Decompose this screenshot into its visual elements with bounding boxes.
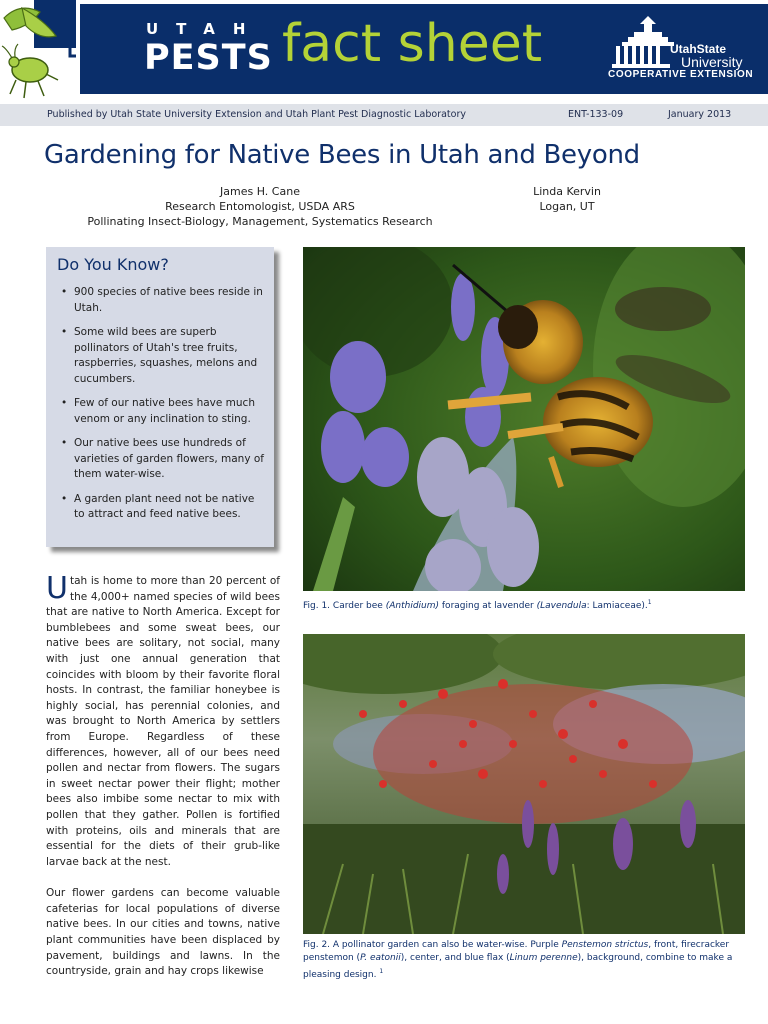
publication-date: January 2013 — [668, 109, 732, 120]
author-location: Logan, UT — [539, 200, 595, 213]
figure2-caption — [303, 939, 749, 982]
drop-cap: U — [46, 571, 68, 606]
caption-text: Fig. 1. Carder bee — [303, 601, 386, 611]
brand-utah: UTAH — [146, 20, 264, 38]
author-block-secondary — [502, 184, 632, 214]
caption-footnote-marker: 1 — [379, 968, 384, 975]
usu-extension: COOPERATIVE EXTENSION — [608, 69, 754, 80]
caption-plant: (Lavendula — [536, 601, 587, 611]
list-item: • Some wild bees are superb pollinators of Utah's tree fruits, raspberries, squashes, melons and cucumbers. — [60, 325, 264, 387]
list-item: • A garden plant need not be native to attract and feed native bees. — [60, 492, 264, 523]
caption-text: foraging at lavender — [439, 601, 537, 611]
usu-name-line2: University — [681, 54, 743, 70]
list-item: • 900 species of native bees reside in Utah. — [60, 285, 264, 316]
do-you-know-box — [46, 247, 274, 547]
caption-text: Fig. 2. A pollinator garden can also be water-wise. Purple — [303, 940, 562, 950]
brand-pests: PESTS — [144, 38, 273, 78]
body-paragraph: Our flower gardens can become valuable cafeterias for local populations of diverse native bees. In our cities and towns, native plant communities have been displaced by pavement, buildings and lawns. In the countryside, grain and hay crops likewise — [46, 887, 280, 978]
caption-genus: (Anthidium) — [385, 601, 440, 611]
caption-text: , front, firecracker penstemon ( — [303, 940, 730, 963]
figure-bee-lavender-image — [303, 247, 745, 591]
bug-logo-icon — [0, 0, 80, 100]
page-title: Gardening for Native Bees in Utah and Beyond — [44, 140, 640, 170]
author-role: Research Entomologist, USDA ARS — [165, 200, 355, 213]
document-code: ENT-133-09 — [568, 109, 624, 120]
body-paragraph — [46, 571, 280, 870]
header-banner — [0, 0, 768, 100]
publisher-strip — [0, 104, 768, 126]
caption-text: : Lamiaceae). — [586, 601, 648, 611]
author-department: Pollinating Insect-Biology, Management, Systematics Research — [87, 215, 433, 228]
usu-name-line1: UtahState — [670, 42, 727, 56]
author-block-primary — [46, 184, 474, 229]
publisher-text: Published by Utah State University Extension and Utah Plant Pest Diagnostic Laboratory — [47, 109, 466, 120]
caption-text: ), center, and blue flax ( — [400, 953, 510, 963]
brand-fact-sheet: fact sheet — [282, 14, 543, 74]
author-name: James H. Cane — [220, 185, 300, 198]
figure1-caption — [303, 596, 753, 613]
do-you-know-heading: Do You Know? — [57, 255, 169, 274]
caption-species: P. eatonii — [360, 953, 401, 963]
body-text-column — [46, 571, 280, 996]
list-item: • Few of our native bees have much venom or any inclination to sting. — [60, 396, 264, 427]
author-name: Linda Kervin — [533, 185, 601, 198]
caption-text: ), background, combine to make a pleasing design. — [303, 953, 733, 980]
paragraph-text: tah is home to more than 20 percent of the 4,000+ named species of wild bees that are native to North America. Except for bumblebees and some sweat bees, our native bees are solitary, not social, many with just one annual generation that coincides with bloom by their favorite floral hosts. In contrast, the familiar honeybee is highly social, has perennial colonies, and was brought to North America by settlers from Europe. Regardless of these differences, however, all of our bees need pollen and nectar from flowers. The sugars in sweet nectar power their flight; mother bees also imbibe some nectar to mix with pollen that they gather. Pollen is fortified with proteins, oils and minerals that are essential for the diets of their grub-like larvae back at the nest. — [46, 575, 280, 868]
list-item: • Our native bees use hundreds of varieties of garden flowers, many of them water-wise. — [60, 436, 264, 483]
do-you-know-list — [60, 285, 264, 532]
caption-footnote-marker: 1 — [647, 599, 652, 606]
figure-pollinator-garden-image — [303, 634, 745, 934]
caption-species: Linum perenne — [509, 953, 578, 963]
caption-species: Penstemon strictus — [561, 940, 649, 950]
